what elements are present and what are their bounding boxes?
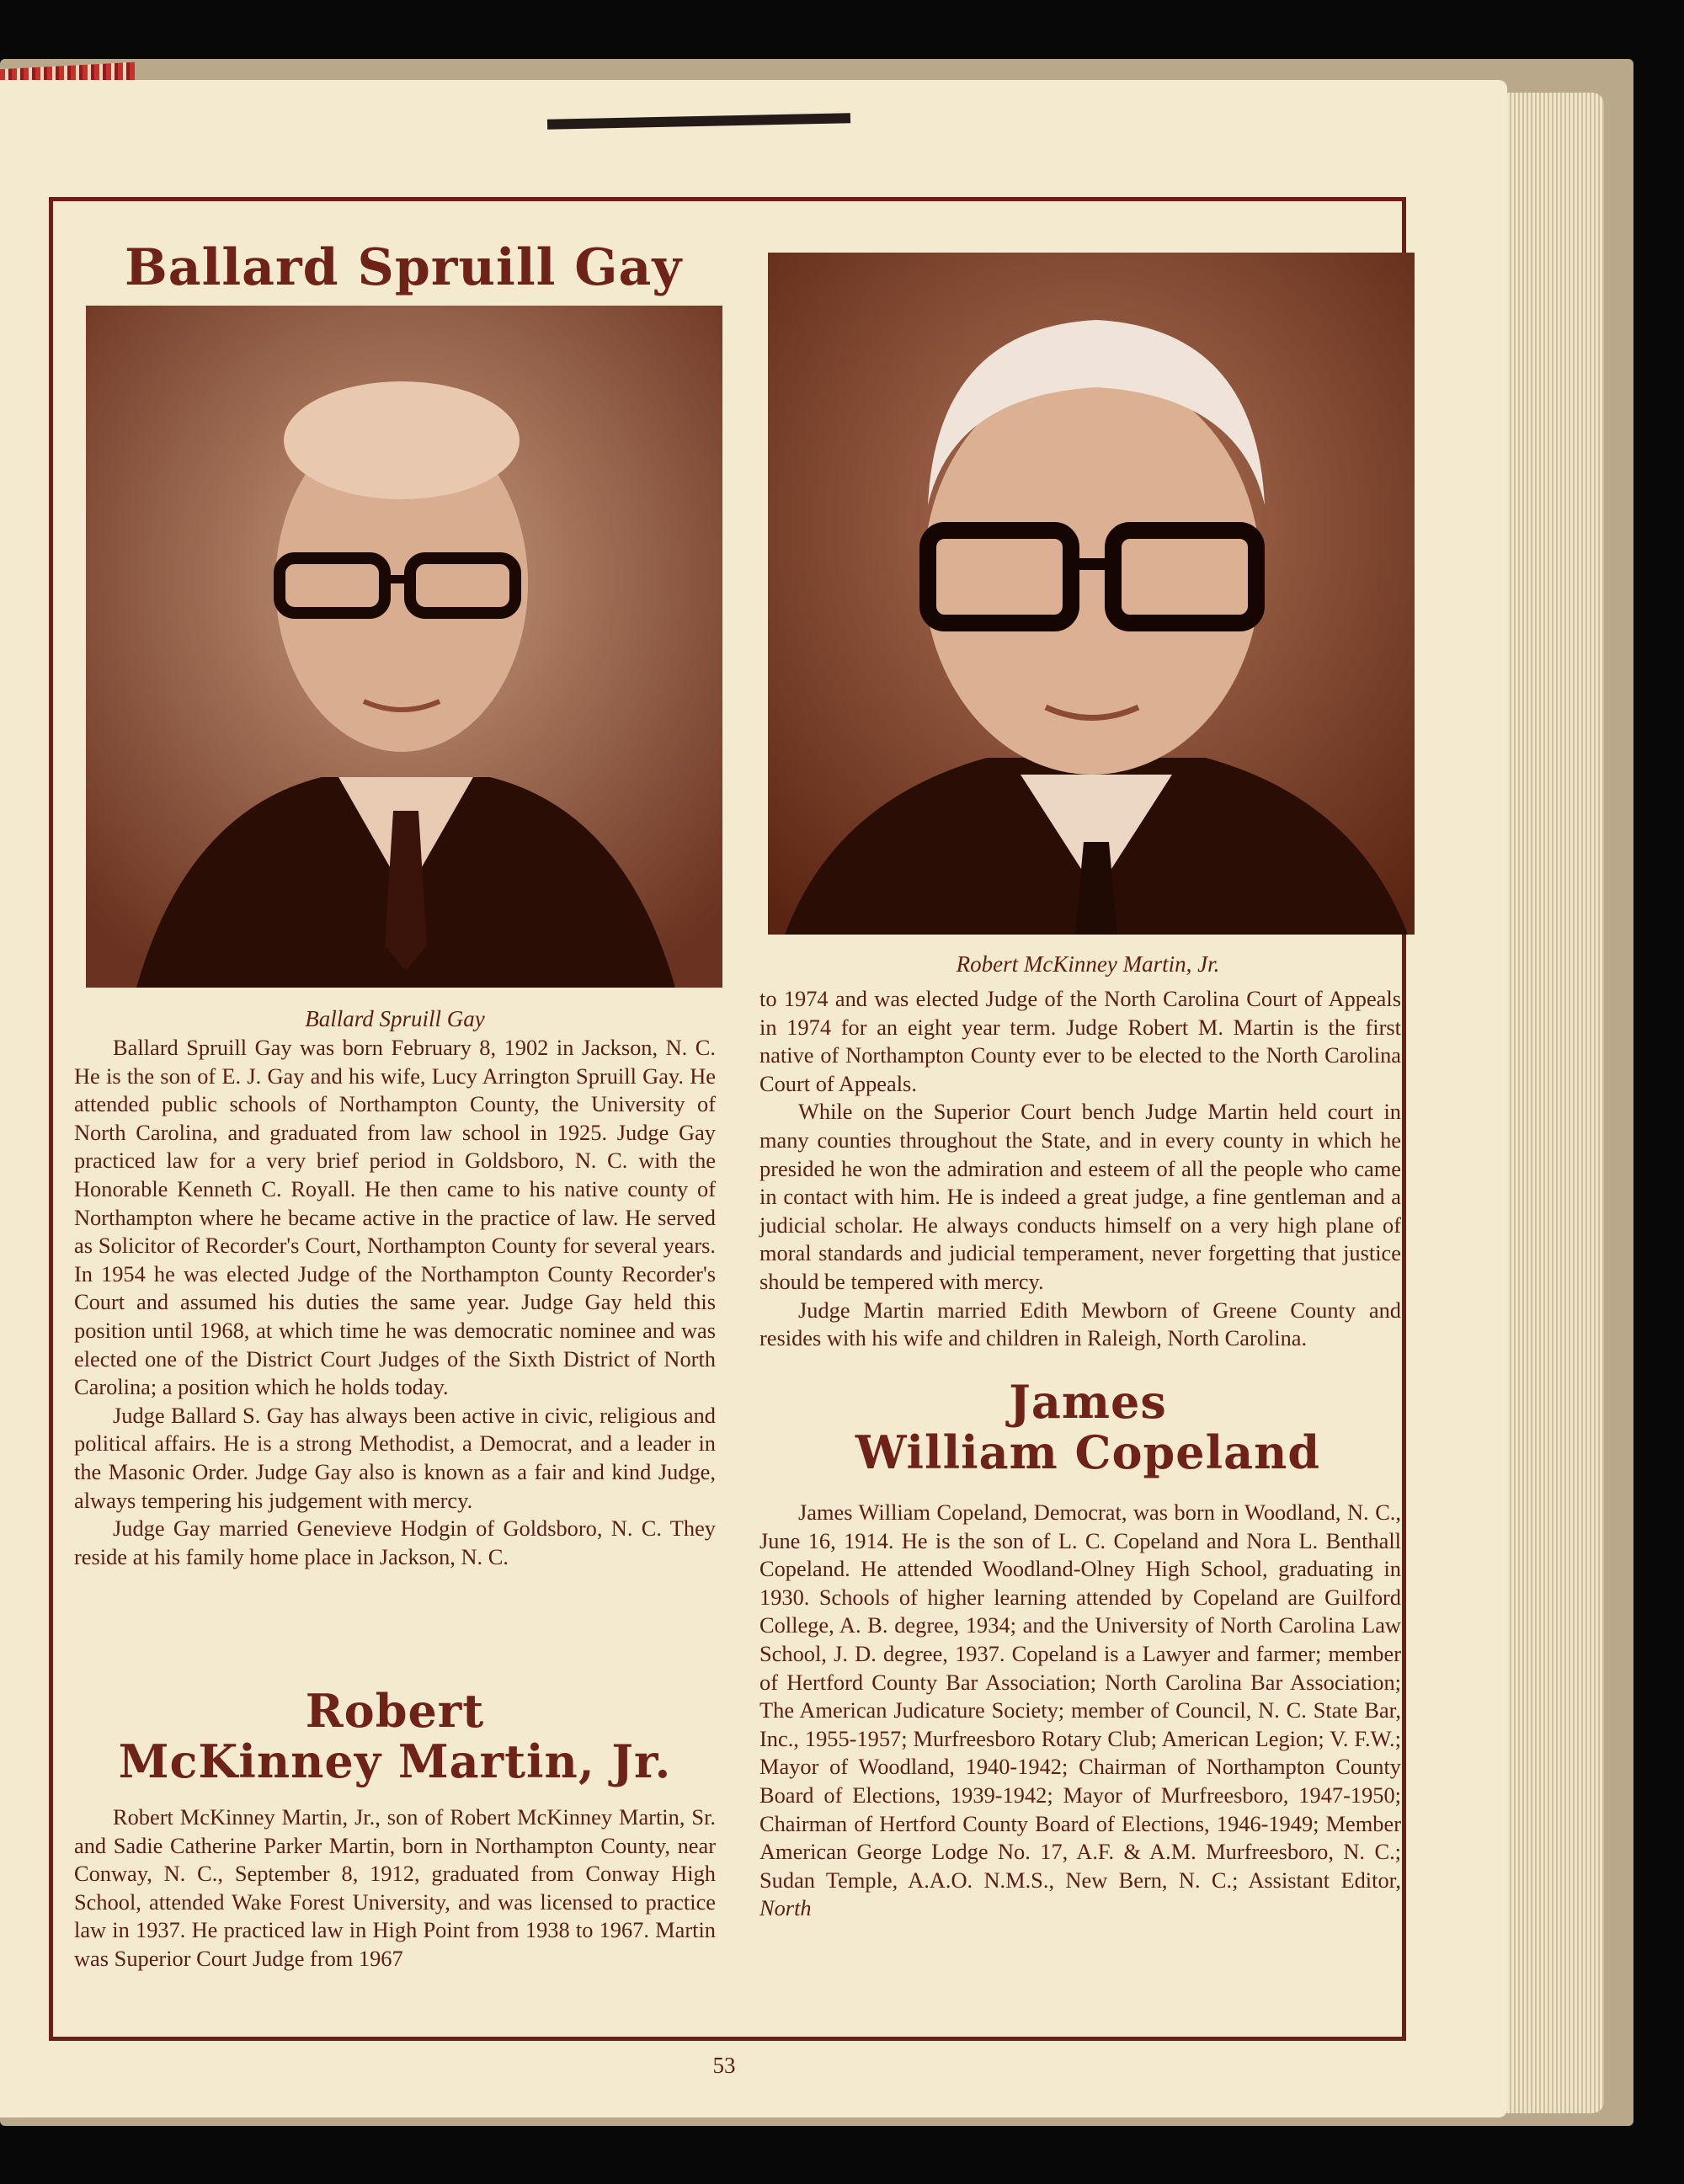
martin-biography-start [74, 1803, 716, 1974]
martin-biography-continued [759, 985, 1401, 1353]
gay-paragraph-1: Ballard Spruill Gay was born February 8, 1902 in Jackson, N. C. He is the son of E. J. Gay and his wife, Lucy Arrington Spruill Gay. He attended public schools of Northampton County, the University of North Carolina, and graduated from law school in 1925. Judge Gay practiced law for a very brief period in Goldsboro, N. C. with the Honorable Kenneth C. Royall. He then came to his native county of Northampton where he became active in the practice of law. He served as Solicitor of Recorder's Court, Northampton County for several years. In 1954 he was elected Judge of the Northampton County Recorder's Court and assumed his duties the same year. Judge Gay held this position until 1968, at which time he was democratic nominee and was elected one of the District Court Judges of the Sixth District of North Carolina; a position which he holds today. [74, 1035, 716, 1400]
martin-paragraph-1: Robert McKinney Martin, Jr., son of Robert McKinney Martin, Sr. and Sadie Catherine Parker Martin, born in Northampton County, near Conway, N. C., September 8, 1912, graduated from Conway High School, attended Wake Forest University, and was licensed to practice law in 1937. He practiced law in High Point from 1938 to 1967. Martin was Superior Court Judge from 1967 [74, 1804, 716, 1971]
martin-heading-line-1: Robert [305, 1684, 485, 1738]
martin-heading [74, 1686, 716, 1787]
gay-portrait-illustration [86, 306, 722, 988]
copeland-text-italic: North [759, 1895, 812, 1921]
martin-paragraph-2: to 1974 and was elected Judge of the North Carolina Court of Appeals in 1974 for an eight year term. Judge Robert M. Martin is the first native of Northampton County ever to be elected to the North Carolina Court of Appeals. [759, 986, 1401, 1096]
page-number: 53 [712, 2053, 736, 2078]
gay-portrait [86, 306, 722, 988]
copeland-text: James William Copeland, Democrat, was born in Woodland, N. C., June 16, 1914. He is the son of L. C. Copeland and Nora L. Benthall Copeland. He attended Woodland-Olney High School, graduating in 1930. Schools of higher learning attended by Copeland are Guilford College, A. B. degree, 1934; and the University of North Carolina Law School, J. D. degree, 1937. Copeland is a Lawyer and farmer; member of Hertford County Bar Association; North Carolina Bar Association; The American Judicature Society; member of Council, N. C. State Bar, Inc., 1955-1957; Murfreesboro Rotary Club; American Legion; V. F.W.; Mayor of Woodland, 1940-1942; Chairman of Northampton County Board of Elections, 1939-1942; Mayor of Murfreesboro, 1947-1950; Chairman of Hertford County Board of Elections, 1946-1949; Member American George Lodge No. 17, A.F. & A.M. Murfreesboro, N. C.; Sudan Temple, A.A.O. N.M.S., New Bern, N. C.; Assistant Editor, [759, 1500, 1401, 1893]
copeland-heading [759, 1377, 1416, 1478]
copeland-heading-line-1: James [1009, 1375, 1167, 1429]
gay-paragraph-3: Judge Gay married Genevieve Hodgin of Goldsboro, N. C. They reside at his family home place in Jackson, N. C. [74, 1515, 716, 1569]
martin-portrait-illustration [768, 253, 1415, 935]
martin-portrait [768, 253, 1415, 935]
copeland-biography [759, 1499, 1401, 1923]
martin-heading-line-2: McKinney Martin, Jr. [118, 1734, 672, 1789]
martin-photo-caption: Robert McKinney Martin, Jr. [956, 951, 1220, 977]
copeland-heading-line-2: William Copeland [855, 1425, 1321, 1480]
martin-paragraph-3: While on the Superior Court bench Judge Martin held court in many counties throughout the State, and in every county in which he presided he won the admiration and esteem of all the people who came in contact with him. He is indeed a great judge, a fine gentleman and a judicial scholar. He always conducts himself on a very high plane of moral standards and judicial temperament, never forgetting that justice should be tempered with mercy. [759, 1099, 1401, 1294]
martin-paragraph-4: Judge Martin married Edith Mewborn of Greene County and resides with his wife and children in Raleigh, North Carolina. [759, 1297, 1401, 1351]
gay-photo-caption: Ballard Spruill Gay [305, 1006, 485, 1031]
gay-heading: Ballard Spruill Gay [125, 238, 683, 297]
gay-biography [74, 1034, 716, 1571]
gay-paragraph-2: Judge Ballard S. Gay has always been active in civic, religious and political affairs. He is a strong Methodist, a Democrat, and a leader in the Masonic Order. Judge Gay also is known as a fair and kind Judge, always tempering his judgement with mercy. [74, 1402, 716, 1513]
copeland-paragraph-1 [759, 1499, 1401, 1923]
